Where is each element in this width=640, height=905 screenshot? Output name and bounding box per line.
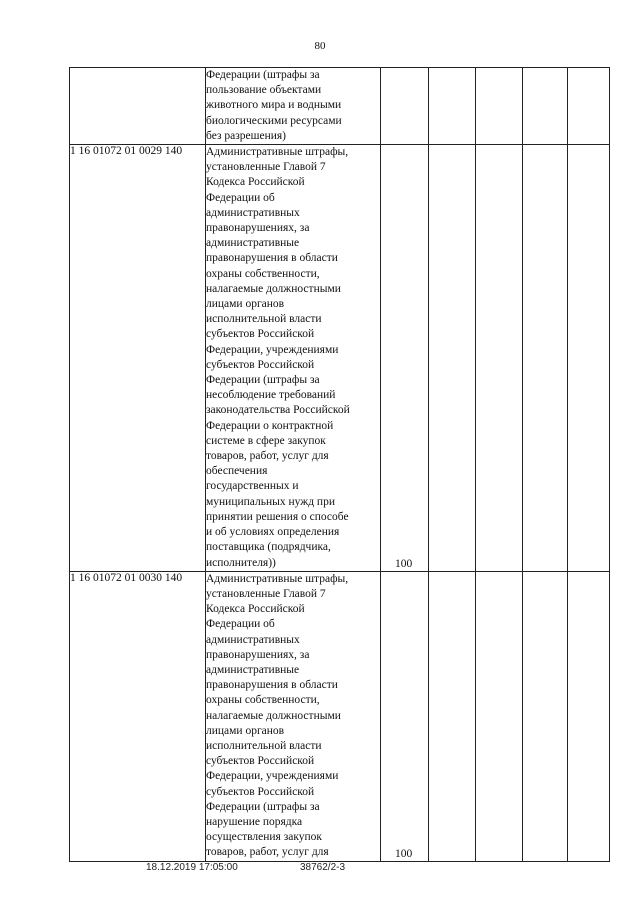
empty-cell <box>523 68 568 145</box>
empty-cell <box>429 145 476 572</box>
value-cell <box>381 145 429 572</box>
budget-code-table <box>69 67 610 862</box>
table-row <box>70 68 610 145</box>
empty-cell <box>476 68 523 145</box>
empty-cell <box>523 571 568 861</box>
empty-cell <box>523 145 568 572</box>
value-cell <box>381 571 429 861</box>
empty-cell <box>568 68 610 145</box>
code-cell <box>70 68 206 145</box>
footer-timestamp: 18.12.2019 17:05:00 <box>146 862 238 873</box>
code-cell: 1 16 01072 01 0029 140 <box>70 145 206 572</box>
value-text: 100 <box>395 557 413 570</box>
footer-document-id: 38762/2-3 <box>300 862 346 873</box>
page-number: 80 <box>314 40 326 52</box>
description-cell <box>206 68 381 145</box>
description-text: Административные штрафы, установленные Главой 7 Кодекса Российской Федерации об административных правонарушениях, за административные правонарушения в области охраны собственности, налагаемые должностными лицами органов исполнительной власти субъектов Российской Федерации, учреждениями субъектов Российской Федерации (штрафы за нарушение порядка осуществления закупок товаров, работ, услуг для <box>206 572 349 859</box>
empty-cell <box>476 145 523 572</box>
empty-cell <box>568 145 610 572</box>
empty-cell <box>429 571 476 861</box>
table-row <box>70 145 610 572</box>
empty-cell <box>429 68 476 145</box>
empty-cell <box>568 571 610 861</box>
value-cell <box>381 68 429 145</box>
description-cell <box>206 571 381 861</box>
description-text: Административные штрафы, установленные Главой 7 Кодекса Российской Федерации об административных правонарушениях, за административные правонарушения в области охраны собственности, налагаемые должностными лицами органов исполнительной власти субъектов Российской Федерации, учреждениями субъектов Российской Федерации (штрафы за несоблюдение требований законодательства Российской Федерации о контрактной системе в сфере закупок товаров, работ, услуг для обеспечения государственных и муниципальных нужд при принятии решения о способе и об условиях определения поставщика (подрядчика, исполнителя)) <box>206 146 350 569</box>
value-text: 100 <box>395 847 413 860</box>
empty-cell <box>476 571 523 861</box>
description-text: Федерации (штрафы за пользование объектами животного мира и водными биологическими ресурсами без разрешения) <box>206 69 342 142</box>
code-cell: 1 16 01072 01 0030 140 <box>70 571 206 861</box>
description-cell <box>206 145 381 572</box>
table-row <box>70 571 610 861</box>
